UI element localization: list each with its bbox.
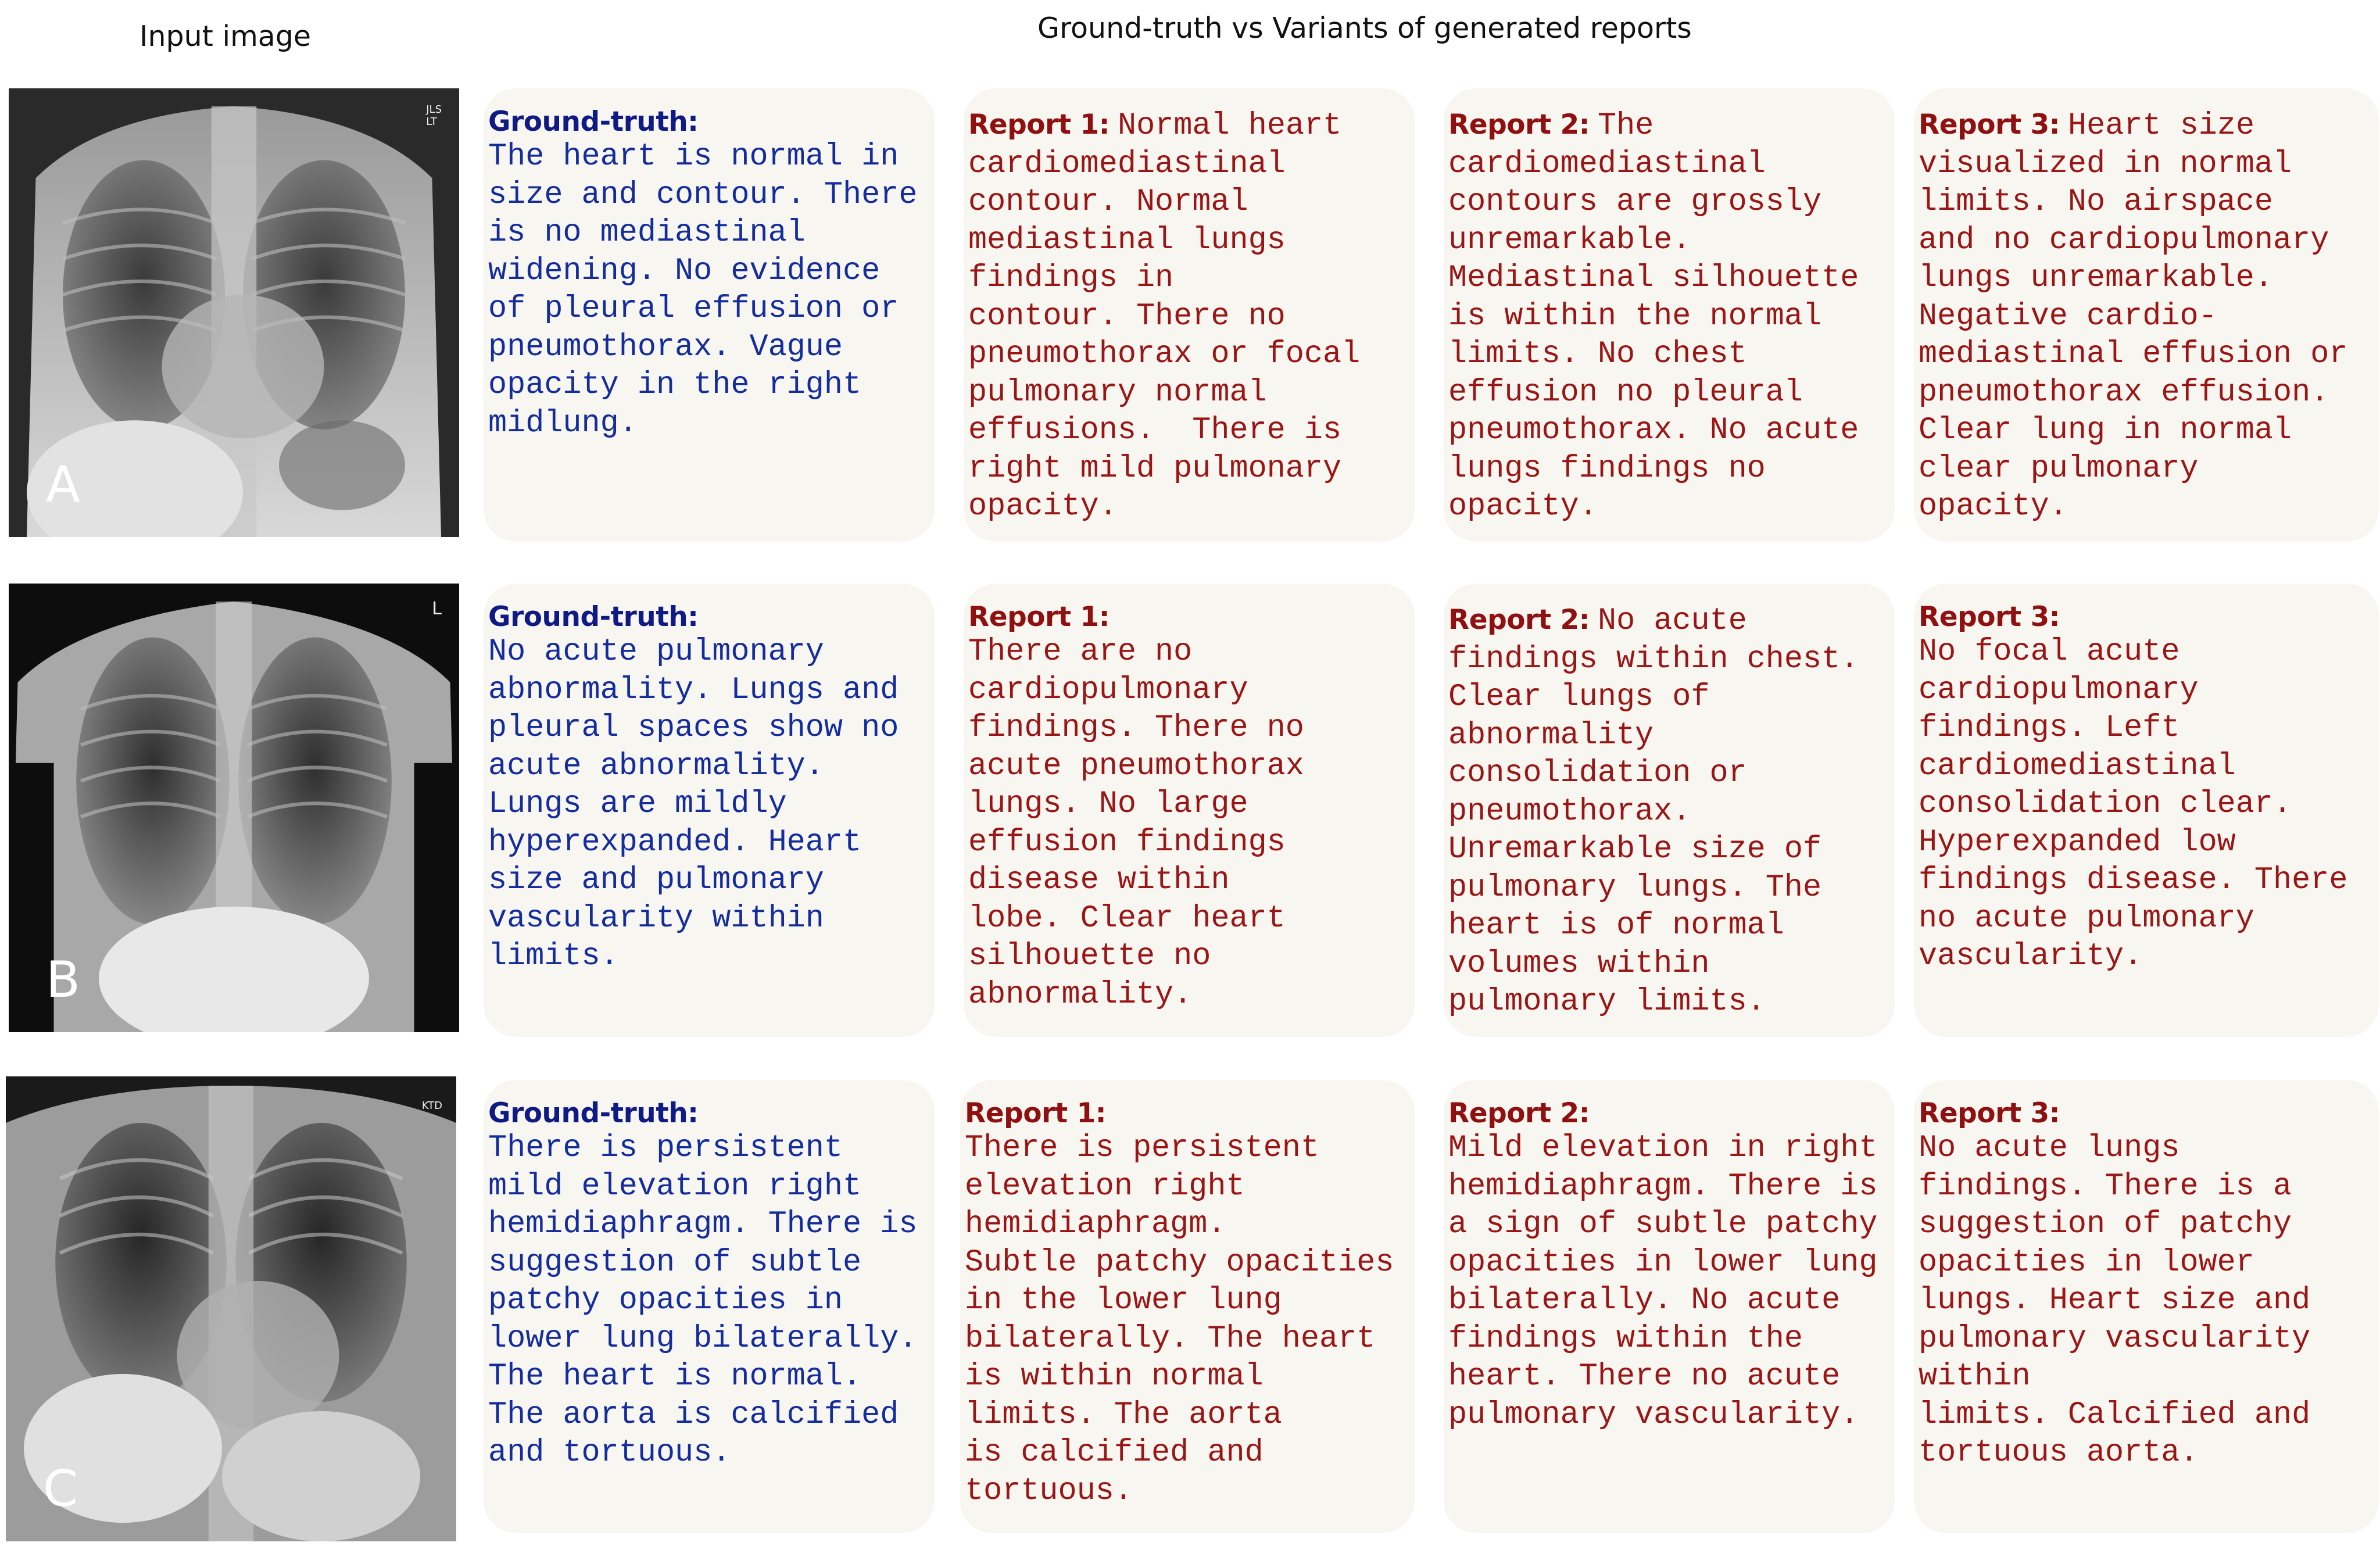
report-title: Report 1: [965,1097,1107,1129]
report-title: Report 1: [968,109,1110,141]
row-label-c: C [43,1460,78,1518]
report-3-card-a [1914,88,2379,542]
report-title: Report 2: [1448,1097,1590,1129]
ground-truth-title: Ground-truth: [488,1097,699,1129]
report-text: No acute findings within chest. Clear lungs of abnormality consolidation or pneumothorax. Unremarkable size of pulmonary lungs. The heart is of normal volumes within pulmonary limits. [1448,603,1859,1019]
report-title: Report 2: [1448,604,1590,636]
ground-truth-text: There is persistent mild elevation right hemidiaphragm. There is suggestion of subtle patchy opacities in lower lung bilaterally. The heart is normal. The aorta is calcified and tortuous. [488,1130,918,1470]
report-2-card-b [1444,584,1895,1037]
report-title: Report 2: [1448,109,1590,141]
report-text: Heart size visualized in normal limits. No airspace and no cardiopulmonary lungs unremarkable. Negative cardio- mediastinal effusion or pneumothorax effusion. Clear lung in normal clear pulmonary opacity. [1919,108,2348,524]
report-title: Report 3: [1919,109,2060,141]
report-text: Mild elevation in right hemidiaphragm. There is a sign of subtle patchy opacities in lower lung bilaterally. No acute findings within the heart. There no acute pulmonary vascularity. [1448,1130,1878,1433]
report-1-card-c [960,1080,1415,1533]
report-text: No focal acute cardiopulmonary findings. Left cardiomediastinal consolidation clear. Hyperexpanded low findings disease. There no acute pulmonary vascularity. [1919,634,2348,974]
row-label-a: A [46,456,80,514]
ground-truth-card-b [484,584,935,1037]
report-title: Report 3: [1919,1097,2060,1129]
xray-image-c [6,1076,456,1541]
report-text: Normal heart cardiomediastinal contour. Normal mediastinal lungs findings in contour. There no pneumothorax or focal pulmonary normal effusions. There is right mild pulmonary opacity. [968,108,1361,524]
comparison-title: Ground-truth vs Variants of generated reports [1037,12,1692,45]
report-title: Report 3: [1919,601,2060,633]
ground-truth-title: Ground-truth: [488,106,699,138]
image-marker-a: JLS LT [426,103,442,128]
report-1-card-a [964,88,1415,542]
ground-truth-card-c [484,1080,935,1533]
image-marker-b: L [432,599,442,619]
row-label-b: B [46,951,80,1009]
report-1-card-b [964,584,1415,1037]
report-text: There is persistent elevation right hemidiaphragm. Subtle patchy opacities in the lower lung bilaterally. The heart is within normal limits. The aorta is calcified and tortuous. [965,1130,1394,1509]
report-title: Report 1: [968,601,1110,633]
ground-truth-title: Ground-truth: [488,601,699,633]
xray-image-a [9,88,459,537]
report-2-card-c [1444,1080,1895,1533]
xray-image-b [9,584,459,1032]
image-marker-c: KTD [421,1100,442,1112]
ground-truth-card-a [484,88,935,542]
report-3-card-c [1914,1080,2379,1533]
report-3-card-b [1914,584,2379,1037]
ground-truth-text: The heart is normal in size and contour. There is no mediastinal widening. No evidence of pleural effusion or pneumothorax. Vague opacity in the right midlung. [488,139,918,441]
input-image-header: Input image [139,20,312,53]
report-2-card-a [1444,88,1895,542]
report-text: No acute lungs findings. There is a suggestion of patchy opacities in lower lungs. Heart size and pulmonary vascularity within limits. Calcified and tortuous aorta. [1919,1130,2311,1470]
ground-truth-text: No acute pulmonary abnormality. Lungs and pleural spaces show no acute abnormality. Lungs are mildly hyperexpanded. Heart size and pulmonary vascularity within limits. [488,634,899,974]
report-text: There are no cardiopulmonary findings. There no acute pneumothorax lungs. No large effusion findings disease within lobe. Clear heart silhouette no abnormality. [968,634,1304,1012]
report-text: The cardiomediastinal contours are grossly unremarkable. Mediastinal silhouette is within the normal limits. No chest effusion no pleural pneumothorax. No acute lungs findings no opacity. [1448,108,1859,524]
